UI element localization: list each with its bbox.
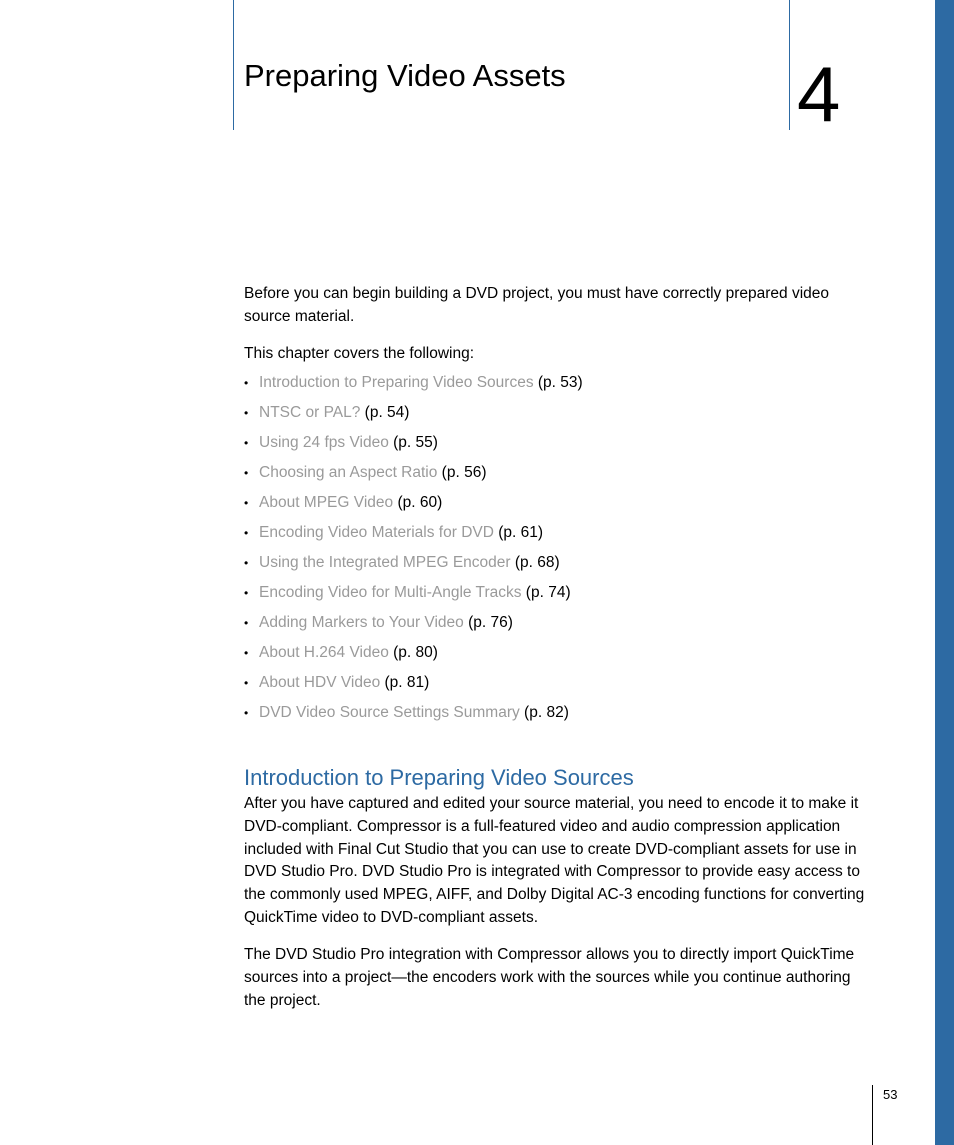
page-reference: (p. 74) <box>521 584 571 601</box>
list-item <box>244 611 583 641</box>
page-reference: (p. 53) <box>533 374 583 391</box>
list-item <box>244 461 583 491</box>
intro-paragraph: Before you can begin building a DVD project, you must have correctly prepared video source material. <box>244 285 830 325</box>
list-item <box>244 431 583 461</box>
page-reference: (p. 82) <box>519 704 569 721</box>
chapter-number: 4 <box>797 50 841 138</box>
page-reference: (p. 68) <box>510 554 560 571</box>
page-reference: (p. 81) <box>380 674 430 691</box>
chapter-rule-left <box>233 0 234 130</box>
list-item <box>244 671 583 701</box>
toc-link-ntsc-or-pal[interactable]: NTSC or PAL? <box>259 404 361 421</box>
chapter-covers-label: This chapter covers the following: <box>244 345 475 362</box>
chapter-contents-list <box>244 371 583 731</box>
toc-link-h264[interactable]: About H.264 Video <box>259 644 389 661</box>
page-reference: (p. 60) <box>393 494 443 511</box>
toc-link-markers[interactable]: Adding Markers to Your Video <box>259 614 464 631</box>
side-tab-band <box>935 0 954 1145</box>
bullet: • <box>244 376 249 390</box>
page-reference: (p. 56) <box>437 464 487 481</box>
section-heading: Introduction to Preparing Video Sources <box>244 765 634 790</box>
toc-link-encoding-materials[interactable]: Encoding Video Materials for DVD <box>259 524 494 541</box>
bullet: • <box>244 466 249 480</box>
chapter-title: Preparing Video Assets <box>244 58 566 93</box>
list-item <box>244 551 583 581</box>
page-reference: (p. 55) <box>388 434 438 451</box>
page-number: 53 <box>883 1087 898 1102</box>
toc-link-hdv[interactable]: About HDV Video <box>259 674 381 691</box>
list-item <box>244 521 583 551</box>
toc-link-settings-summary[interactable]: DVD Video Source Settings Summary <box>259 704 520 721</box>
list-item <box>244 371 583 401</box>
toc-link-24fps[interactable]: Using 24 fps Video <box>259 434 389 451</box>
bullet: • <box>244 556 249 570</box>
section-paragraph: After you have captured and edited your source material, you need to encode it to make it DVD-compliant. Compressor is a full-featured video and audio compression application included with Final Cut Studio that you can use to create DVD-compliant assets for use in DVD Studio Pro. DVD Studio Pro is integrated with Compressor to provide easy access to the commonly used MPEG, AIFF, and Dolby Digital AC-3 encoding functions for converting QuickTime video to DVD-compliant assets. <box>244 795 865 926</box>
toc-link-multi-angle[interactable]: Encoding Video for Multi-Angle Tracks <box>259 584 522 601</box>
bullet: • <box>244 406 249 420</box>
list-item <box>244 641 583 671</box>
bullet: • <box>244 586 249 600</box>
toc-link-introduction[interactable]: Introduction to Preparing Video Sources <box>259 374 534 391</box>
toc-link-aspect-ratio[interactable]: Choosing an Aspect Ratio <box>259 464 438 481</box>
list-item <box>244 491 583 521</box>
page-reference: (p. 54) <box>360 404 410 421</box>
chapter-rule-right <box>789 0 790 130</box>
section-paragraph: The DVD Studio Pro integration with Compressor allows you to directly import QuickTime sources into a project—the encoders work with the sources while you continue authoring the project. <box>244 946 855 1009</box>
bullet: • <box>244 676 249 690</box>
bullet: • <box>244 496 249 510</box>
bullet: • <box>244 436 249 450</box>
toc-link-integrated-encoder[interactable]: Using the Integrated MPEG Encoder <box>259 554 511 571</box>
bullet: • <box>244 526 249 540</box>
list-item <box>244 701 583 731</box>
page-reference: (p. 80) <box>388 644 438 661</box>
list-item <box>244 401 583 431</box>
list-item <box>244 581 583 611</box>
page-reference: (p. 61) <box>493 524 544 541</box>
toc-link-mpeg-video[interactable]: About MPEG Video <box>259 494 394 511</box>
bullet: • <box>244 646 249 660</box>
bullet: • <box>244 616 249 630</box>
footer-rule <box>872 1085 873 1145</box>
bullet: • <box>244 706 249 720</box>
page-reference: (p. 76) <box>463 614 513 631</box>
